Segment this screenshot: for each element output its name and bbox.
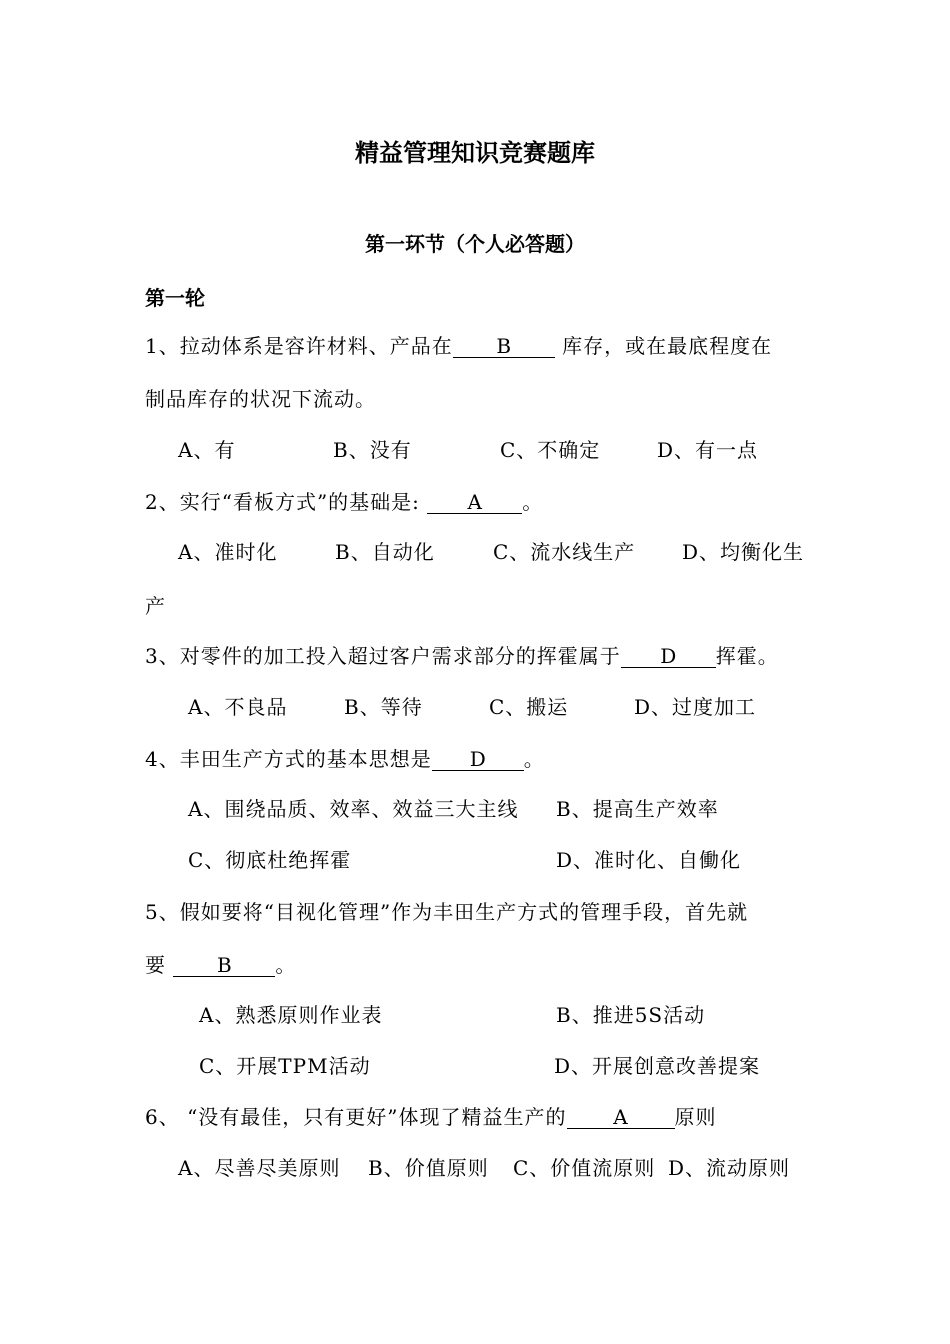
answer-blank: A — [567, 1107, 675, 1129]
question-1 — [145, 330, 772, 359]
answer-blank: A — [427, 492, 522, 514]
option-d: D、流动原则 — [668, 1156, 791, 1180]
option-b: B、价值原则 — [368, 1156, 489, 1180]
question-text: 4、丰田生产方式的基本思想是 — [145, 747, 432, 771]
option-a: A、不良品 — [188, 695, 288, 719]
option-a: A、熟悉原则作业表 — [199, 1003, 383, 1027]
option-c: C、搬运 — [489, 695, 569, 719]
option-c: C、价值流原则 — [513, 1156, 656, 1180]
option-a: A、有 — [178, 438, 236, 462]
question-3 — [145, 640, 779, 669]
question-text: 。 — [523, 747, 545, 771]
option-a: A、围绕品质、效率、效益三大主线 — [188, 797, 519, 821]
question-text: 3、对零件的加工投入超过客户需求部分的挥霍属于 — [145, 644, 621, 668]
answer-blank: B — [173, 955, 275, 977]
question-1-continued: 制品库存的状况下流动。 — [145, 387, 376, 411]
question-6 — [145, 1101, 717, 1130]
question-text: 挥霍。 — [715, 644, 779, 668]
question-text: 1、拉动体系是容许材料、产品在 — [145, 334, 453, 358]
question-text: 6、 “没有最佳，只有更好”体现了精益生产的 — [145, 1105, 567, 1129]
question-5-continued — [145, 949, 296, 978]
section-heading: 第一环节（个人必答题） — [365, 232, 585, 256]
option-d-continued: 产 — [145, 594, 166, 618]
question-text: 原则 — [674, 1105, 717, 1129]
answer-blank: B — [453, 336, 555, 358]
option-b: B、没有 — [333, 438, 412, 462]
option-d: D、过度加工 — [634, 695, 757, 719]
option-d: D、均衡化生 — [682, 540, 805, 564]
question-text: 要 — [145, 953, 174, 977]
option-c: C、彻底杜绝挥霍 — [188, 848, 352, 872]
document-title: 精益管理知识竞赛题库 — [355, 139, 595, 167]
question-2 — [145, 486, 543, 515]
option-c: C、开展TPM活动 — [199, 1054, 371, 1078]
option-b: B、提高生产效率 — [556, 797, 719, 821]
question-text: 。 — [522, 490, 544, 514]
answer-blank: D — [621, 646, 716, 668]
question-text: 2、实行“看板方式”的基础是: — [145, 490, 428, 514]
question-5: 5、假如要将“目视化管理”作为丰田生产方式的管理手段，首先就 — [145, 900, 749, 924]
option-a: A、尽善尽美原则 — [178, 1156, 341, 1180]
option-b: B、自动化 — [335, 540, 435, 564]
option-c: C、流水线生产 — [493, 540, 636, 564]
option-d: D、开展创意改善提案 — [554, 1054, 761, 1078]
option-b: B、等待 — [344, 695, 423, 719]
question-text: 。 — [275, 953, 297, 977]
question-text: 库存，或在最底程度在 — [554, 334, 773, 358]
question-4 — [145, 743, 545, 772]
option-d: D、有一点 — [657, 438, 759, 462]
option-c: C、不确定 — [500, 438, 601, 462]
option-a: A、准时化 — [178, 540, 278, 564]
answer-blank: D — [432, 749, 524, 771]
option-b: B、推进5S活动 — [556, 1003, 706, 1027]
round-heading: 第一轮 — [145, 286, 205, 310]
option-d: D、准时化、自働化 — [556, 848, 742, 872]
